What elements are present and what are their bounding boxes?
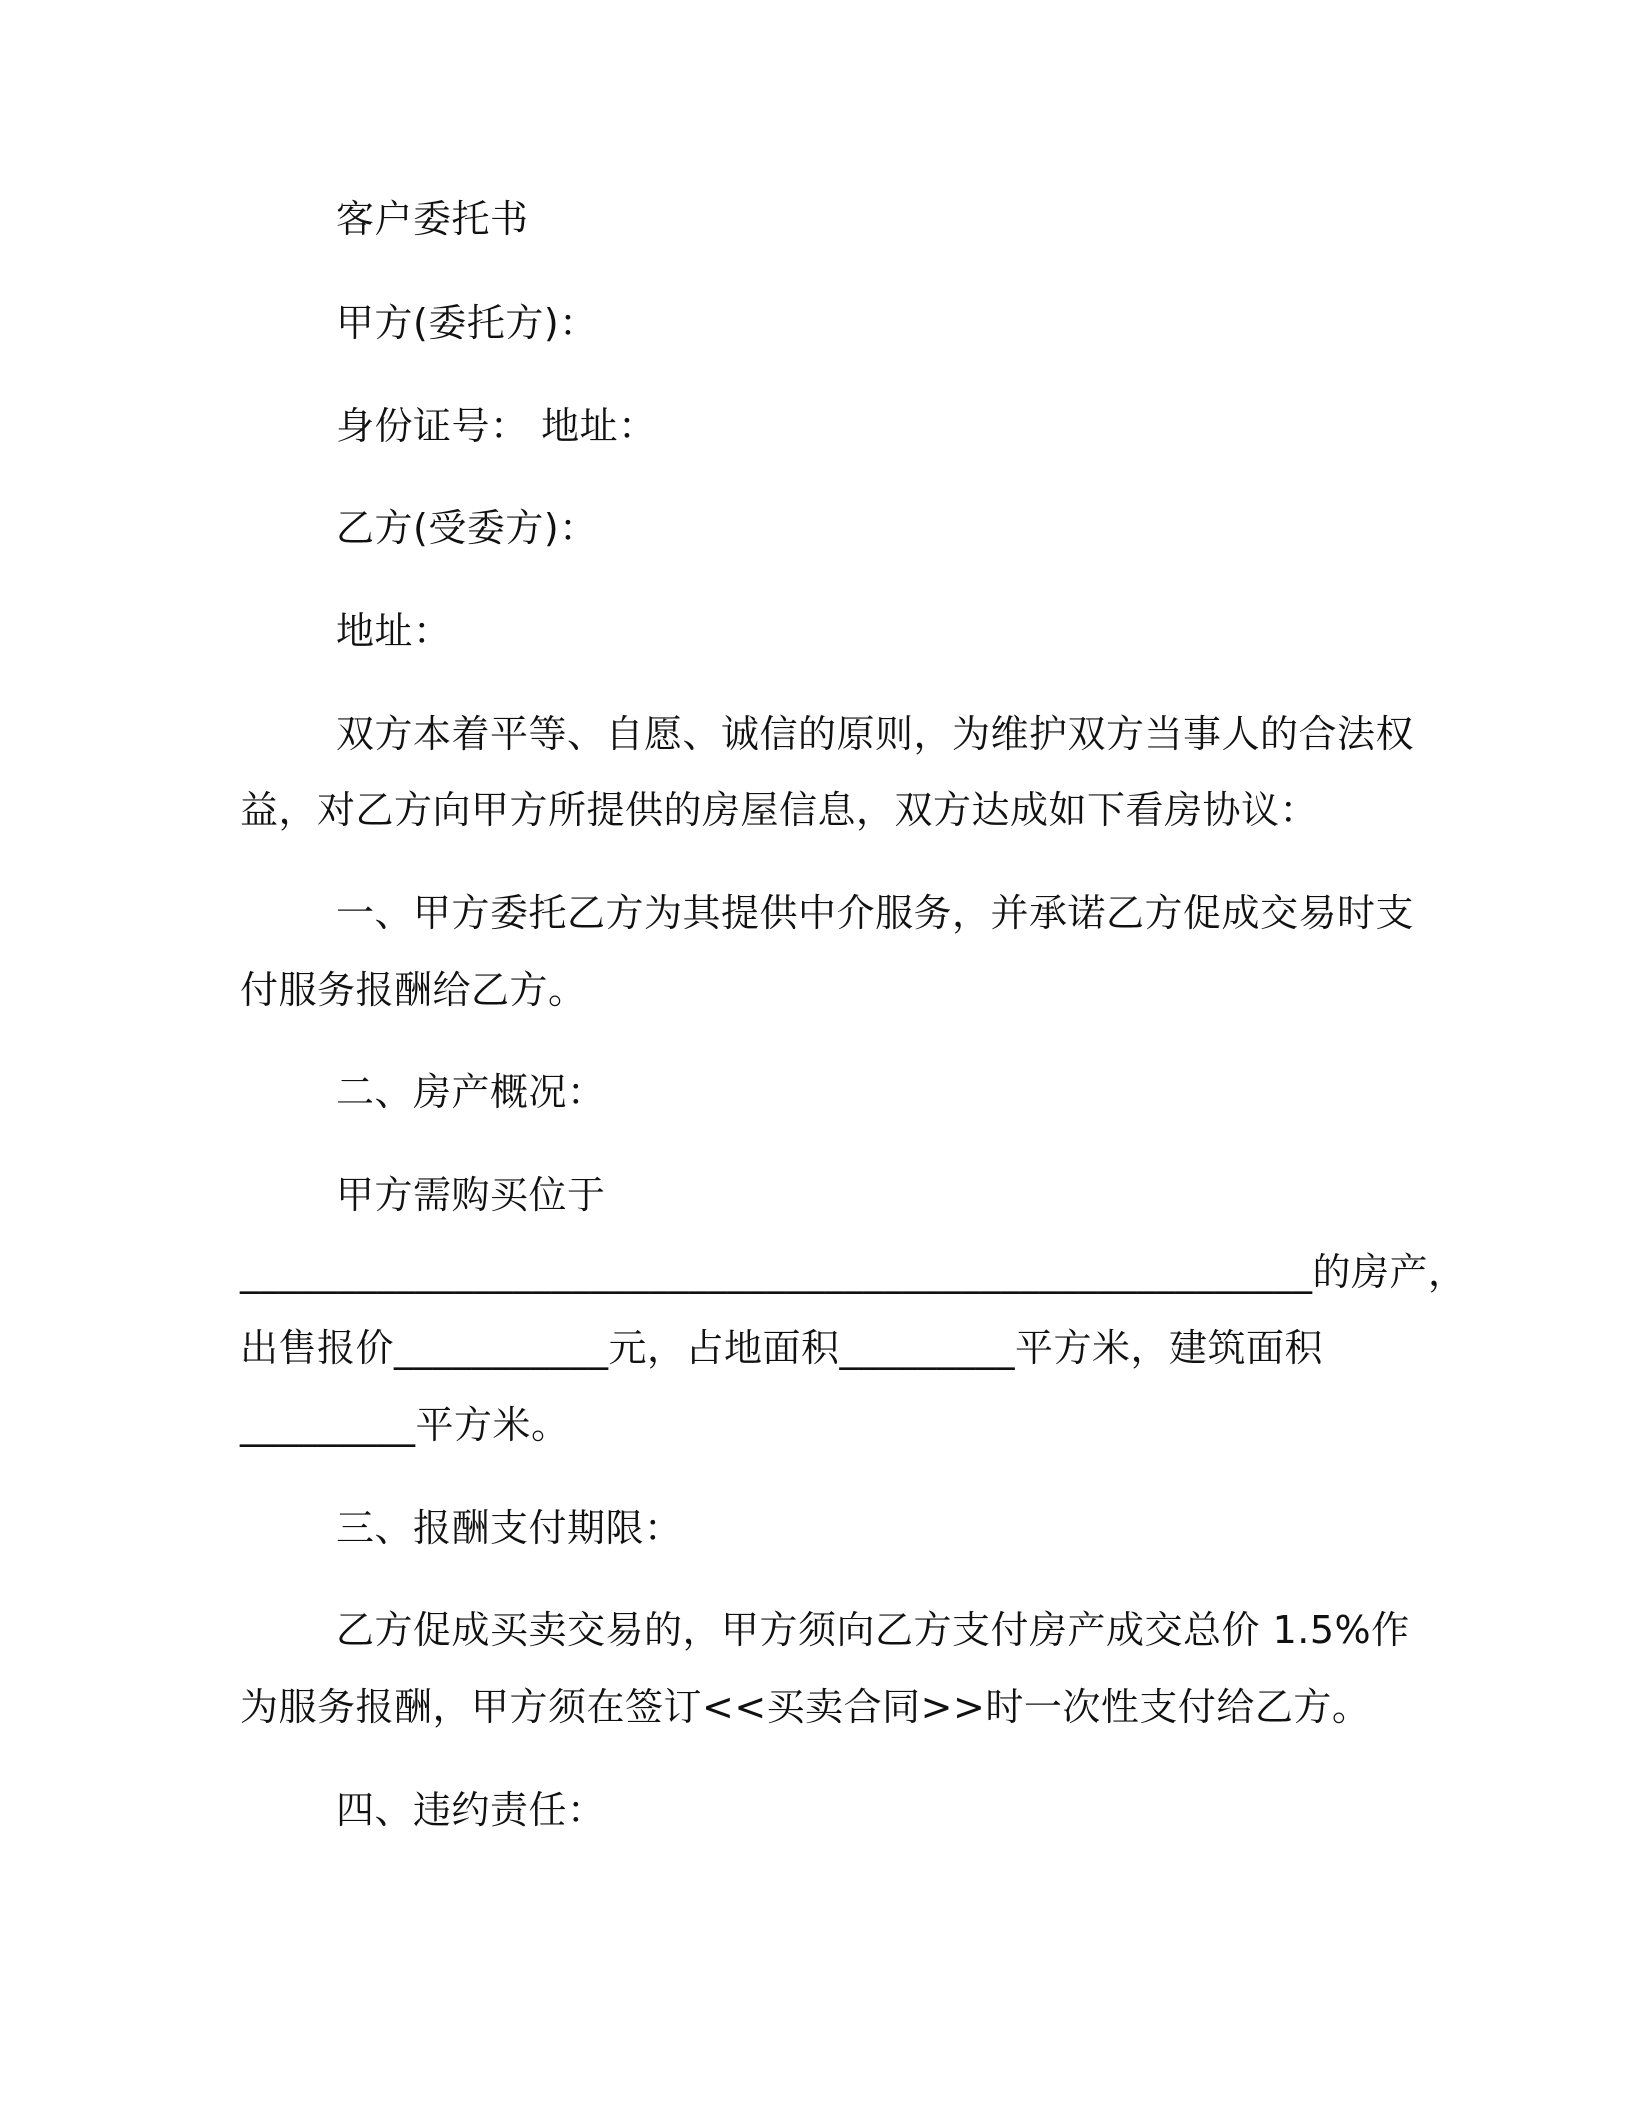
id-address-label: 身份证号： 地址： <box>336 404 657 448</box>
clause1-line-1: 一、甲方委托乙方为其提供中介服务，并承诺乙方促成交易时支 <box>336 891 1415 935</box>
clause2-line-2: _______________________________________________________的房产， <box>240 1250 1467 1294</box>
clause2-line-3: 出售报价___________元，占地面积_________平方米，建筑面积 <box>240 1326 1324 1370</box>
clause2-line-1: 甲方需购买位于 <box>336 1173 606 1217</box>
clause4-heading: 四、违约责任： <box>336 1788 606 1832</box>
party-a-label: 甲方(委托方)： <box>336 301 598 345</box>
preamble-line-2: 益，对乙方向甲方所提供的房屋信息，双方达成如下看房协议： <box>240 788 1319 832</box>
address-label: 地址： <box>336 609 452 653</box>
preamble-line-1: 双方本着平等、自愿、诚信的原则，为维护双方当事人的合法权 <box>336 712 1415 756</box>
clause3-heading: 三、报酬支付期限： <box>336 1506 683 1550</box>
clause3-line-2: 为服务报酬，甲方须在签订<<买卖合同>>时一次性支付给乙方。 <box>240 1685 1371 1729</box>
clause2-heading: 二、房产概况： <box>336 1070 606 1114</box>
clause1-line-2: 付服务报酬给乙方。 <box>240 968 587 1012</box>
clause2-line-4: _________平方米。 <box>240 1403 570 1447</box>
clause3-line-1: 乙方促成买卖交易的，甲方须向乙方支付房产成交总价 1.5%作 <box>336 1608 1410 1652</box>
party-b-label: 乙方(受委方)： <box>336 506 598 550</box>
document-title: 客户委托书 <box>336 197 529 241</box>
